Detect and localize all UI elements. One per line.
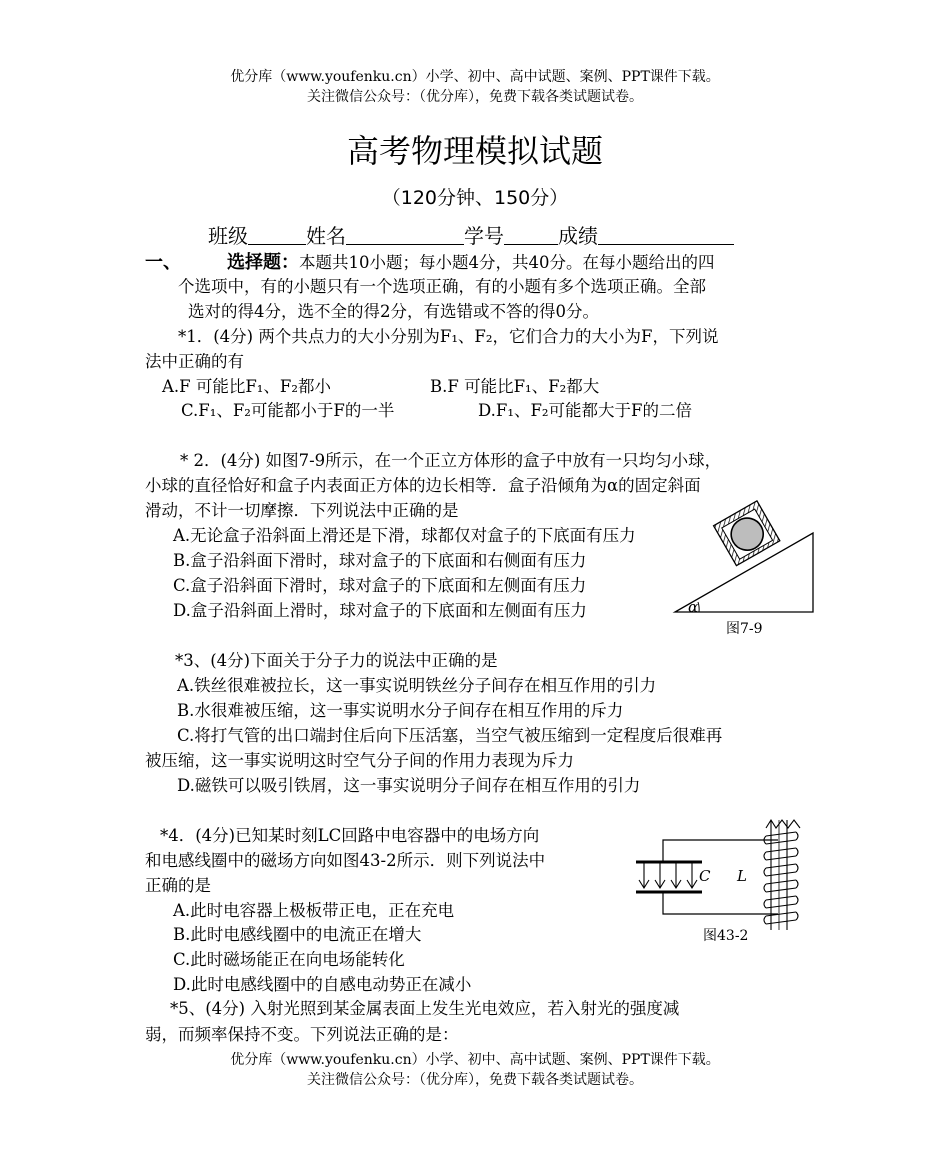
q3-stem: *3、(4分)下面关于分子力的说法中正确的是 (175, 651, 498, 670)
q4-stem-3: 正确的是 (145, 876, 211, 895)
q1-option-a[interactable]: A.F 可能比F₁、F₂都小 (162, 377, 331, 396)
footer-line-1: 优分库（www.youfenku.cn）小学、初中、高中试题、案例、PPT课件下载。 (230, 1052, 720, 1068)
q1-option-d[interactable]: D.F₁、F₂可能都大于F的二倍 (478, 401, 692, 420)
q2-stem-1: * 2．(4分) 如图7-9所示，在一个正立方体形的盒子中放有一只均匀小球， (180, 451, 722, 470)
name-label: 姓名 (306, 224, 346, 248)
fig-43-2-l-label: L (737, 867, 747, 885)
q1-stem-2: 法中正确的有 (145, 352, 244, 371)
q2-option-a[interactable]: A.无论盒子沿斜面上滑还是下滑，球都仅对盒子的下底面有压力 (173, 526, 636, 545)
section-1-heading (145, 248, 715, 274)
q3-option-c-2: 被压缩，这一事实说明这时空气分子间的作用力表现为斥力 (145, 751, 574, 770)
q5-stem-2: 弱，而频率保持不变。下列说法正确的是： (145, 1025, 459, 1044)
top-wire (663, 840, 778, 862)
id-blank[interactable] (504, 226, 558, 245)
fig-43-2-c-label: C (699, 867, 711, 885)
q1-option-b[interactable]: B.F 可能比F₁、F₂都大 (430, 377, 600, 396)
q1-option-c[interactable]: C.F₁、F₂可能都小于F的一半 (181, 401, 395, 420)
q2-stem-2: 小球的直径恰好和盒子内表面正方体的边长相等．盒子沿倾角为α的固定斜面 (145, 476, 701, 495)
angle-arc (698, 602, 699, 612)
q2-option-c[interactable]: C.盒子沿斜面下滑时，球对盒子的下底面和左侧面有压力 (173, 576, 587, 595)
fig-43-2-caption: 图43-2 (703, 928, 749, 944)
box (714, 501, 780, 566)
q4-option-d[interactable]: D.此时电感线圈中的自感电动势正在减小 (173, 975, 472, 994)
q2-option-d[interactable]: D.盒子沿斜面上滑时，球对盒子的下底面和左侧面有压力 (173, 601, 587, 620)
bottom-wire (663, 892, 778, 914)
section-number: 一、 (145, 252, 181, 273)
name-blank[interactable] (346, 226, 464, 245)
section-intro-1: 本题共10小题；每小题4分，共40分。在每小题给出的四 (299, 253, 715, 272)
student-info-line (208, 220, 734, 249)
q4-option-b[interactable]: B.此时电感线圈中的电流正在增大 (173, 925, 422, 944)
section-intro-2: 个选项中，有的小题只有一个选项正确，有的小题有多个选项正确。全部 (178, 277, 706, 296)
q5-stem-1: *5、(4分) 入射光照到某金属表面上发生光电效应，若入射光的强度减 (170, 999, 680, 1018)
electric-field-arrows (639, 863, 697, 888)
class-blank[interactable] (248, 226, 306, 245)
header-line-2: 关注微信公众号：（优分库），免费下载各类试题试卷。 (307, 89, 643, 105)
score-label: 成绩 (558, 224, 598, 248)
figure-43-2-lc-circuit (630, 818, 810, 933)
page-title: 高考物理模拟试题 (346, 132, 603, 170)
q2-stem-3: 滑动，不计一切摩擦．下列说法中正确的是 (145, 501, 459, 520)
footer-line-2: 关注微信公众号：（优分库），免费下载各类试题试卷。 (307, 1072, 643, 1088)
header-line-1: 优分库（www.youfenku.cn）小学、初中、高中试题、案例、PPT课件下载。 (230, 69, 720, 85)
q4-stem-1: *4．(4分)已知某时刻LC回路中电容器中的电场方向 (160, 826, 540, 845)
class-label: 班级 (208, 224, 248, 248)
q4-option-a[interactable]: A.此时电容器上极板带正电，正在充电 (173, 901, 455, 920)
q3-option-c-1[interactable]: C.将打气管的出口端封住后向下压活塞，当空气被压缩到一定程度后很难再 (177, 726, 723, 745)
q3-option-b[interactable]: B.水很难被压缩，这一事实说明水分子间存在相互作用的斥力 (177, 701, 624, 720)
q3-option-d[interactable]: D.磁铁可以吸引铁屑，这一事实说明分子间存在相互作用的引力 (177, 776, 641, 795)
section-label: 选择题： (227, 252, 299, 273)
q4-option-c[interactable]: C.此时磁场能正在向电场能转化 (173, 950, 405, 969)
q3-option-a[interactable]: A.铁丝很难被拉长，这一事实说明铁丝分子间存在相互作用的引力 (177, 676, 657, 695)
score-blank[interactable] (598, 226, 734, 245)
page-subtitle: （120分钟、150分） (381, 187, 569, 209)
q4-stem-2: 和电感线圈中的磁场方向如图43-2所示．则下列说法中 (145, 851, 546, 870)
section-intro-3: 选对的得4分，选不全的得2分，有选错或不答的得0分。 (188, 302, 599, 321)
fig-7-9-alpha: α (688, 598, 699, 616)
q1-stem-1: *1．(4分) 两个共点力的大小分别为F₁、F₂，它们合力的大小为F，下列说 (178, 327, 719, 346)
q2-option-b[interactable]: B.盒子沿斜面下滑时，球对盒子的下底面和右侧面有压力 (173, 551, 587, 570)
fig-7-9-caption: 图7-9 (726, 621, 763, 637)
id-label: 学号 (464, 224, 504, 248)
